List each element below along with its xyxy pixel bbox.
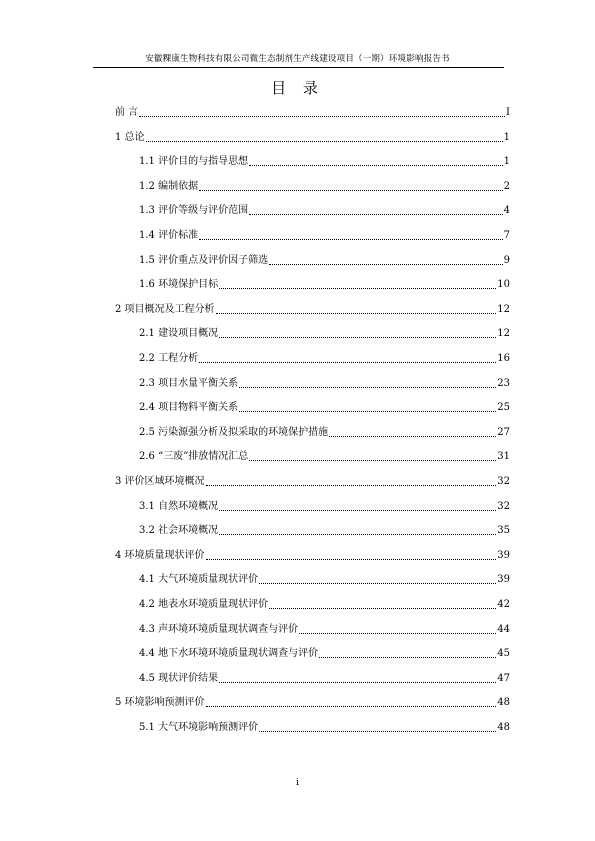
toc-entry-page: 9 — [503, 254, 510, 266]
toc-entry[interactable] — [139, 375, 510, 391]
toc-entry-label: 4.3 声环境环境质量现状调查与评价 — [139, 623, 299, 635]
toc-entry[interactable] — [115, 104, 510, 120]
toc-entry-label: 1 总论 — [115, 131, 145, 143]
toc-entry[interactable] — [139, 448, 510, 464]
toc-title: 目 录 — [271, 79, 324, 97]
toc-entry-label: 5.1 大气环境影响预测评价 — [139, 722, 259, 733]
toc-entry[interactable] — [139, 276, 510, 292]
toc-dot-leader — [219, 534, 496, 535]
toc-entry-label: 1.2 编制依据 — [139, 180, 199, 192]
toc-entry-label: 2.4 项目物料平衡关系 — [139, 402, 239, 414]
toc-entry-label: 1.3 评价等级与评价范围 — [139, 205, 249, 217]
toc-entry-label: 2.3 项目水量平衡关系 — [139, 377, 239, 389]
toc-dot-leader — [269, 264, 503, 265]
toc-dot-leader — [259, 583, 496, 584]
toc-entry-page: 47 — [497, 672, 510, 684]
toc-entry-page: 1 — [503, 131, 510, 143]
toc-entry-label: 3.1 自然环境概况 — [139, 500, 219, 512]
toc-entry-page: 39 — [497, 549, 510, 561]
toc-entry-page: 32 — [497, 476, 510, 487]
toc-entry[interactable] — [139, 670, 510, 686]
toc-entry-label: 4 环境质量现状评价 — [115, 549, 205, 561]
toc-entry-label: 2.1 建设项目概况 — [139, 328, 219, 340]
toc-entry-page: 44 — [497, 623, 510, 635]
header-divider — [93, 67, 504, 68]
toc-entry-label: 1.4 评价标准 — [139, 230, 199, 241]
toc-entry[interactable] — [139, 522, 510, 538]
toc-entry-page: 35 — [497, 525, 510, 537]
toc-entry[interactable] — [115, 301, 510, 317]
toc-entry-label: 2.5 污染源强分析及拟采取的环境保护措施 — [139, 426, 329, 438]
toc-dot-leader — [199, 362, 496, 363]
toc-entry[interactable] — [139, 498, 510, 514]
toc-entry[interactable] — [139, 153, 510, 169]
toc-entry-label: 2 项目概况及工程分析 — [115, 303, 215, 315]
toc-entry-page: 27 — [497, 426, 510, 438]
toc-dot-leader — [206, 485, 497, 486]
toc-dot-leader — [216, 313, 497, 314]
toc-entry-label: 2.2 工程分析 — [139, 353, 199, 364]
toc-entry-page: 48 — [497, 697, 510, 709]
toc-dot-leader — [239, 387, 496, 388]
toc-entry[interactable] — [139, 596, 510, 612]
toc-entry-label: 前 言 — [115, 107, 139, 118]
toc-entry-page: 12 — [497, 303, 510, 315]
toc-entry-page: 45 — [497, 648, 510, 660]
toc-entry-page: 48 — [497, 722, 510, 733]
toc-dot-leader — [249, 165, 503, 166]
toc-entry-page: 39 — [497, 574, 510, 586]
toc-entry[interactable] — [139, 252, 510, 268]
toc-entry-page: 42 — [497, 599, 510, 610]
toc-entry[interactable] — [139, 571, 510, 587]
toc-entry-page: 7 — [503, 230, 510, 241]
toc-entry-label: 3 评价区域环境概况 — [115, 476, 205, 487]
toc-entry-label: 4.1 大气环境质量现状评价 — [139, 574, 259, 586]
toc-entry[interactable] — [139, 645, 510, 661]
toc-dot-leader — [239, 411, 496, 412]
toc-entry-page: 1 — [503, 156, 510, 168]
toc-entry-page: 16 — [497, 353, 510, 364]
toc-dot-leader — [139, 116, 505, 117]
toc-entry[interactable] — [139, 399, 510, 415]
toc-dot-leader — [259, 731, 496, 732]
toc-dot-leader — [206, 706, 497, 707]
toc-entry-label: 3.2 社会环境概况 — [139, 525, 219, 537]
toc-dot-leader — [199, 239, 503, 240]
toc-dot-leader — [219, 288, 496, 289]
toc-entry-label: 4.5 现状评价结果 — [139, 672, 219, 684]
toc-entry-label: 4.4 地下水环境环境质量现状调查与评价 — [139, 648, 319, 660]
toc-dot-leader — [219, 337, 496, 338]
toc-entry[interactable] — [115, 547, 510, 563]
toc-dot-leader — [299, 633, 496, 634]
toc-entry[interactable] — [139, 202, 510, 218]
toc-entry-label: 1.5 评价重点及评价因子筛选 — [139, 254, 269, 266]
toc-dot-leader — [249, 460, 496, 461]
toc-dot-leader — [199, 190, 503, 191]
page-number: i — [296, 778, 299, 788]
toc-entry[interactable] — [139, 178, 510, 194]
toc-entry-page: 25 — [497, 402, 510, 414]
toc-entry[interactable] — [115, 129, 510, 145]
toc-entry[interactable] — [139, 719, 510, 735]
toc-entry-label: 1.1 评价目的与指导思想 — [139, 156, 249, 168]
toc-entry-label: 2.6 “三废”排放情况汇总 — [139, 451, 249, 463]
toc-entry[interactable] — [139, 424, 510, 440]
toc-entry[interactable] — [139, 227, 510, 243]
toc-entry[interactable] — [139, 350, 510, 366]
toc-entry-label: 1.6 环境保护目标 — [139, 279, 219, 291]
toc-dot-leader — [146, 141, 503, 142]
toc-entry-page: 23 — [497, 377, 510, 389]
toc-dot-leader — [219, 682, 496, 683]
toc-entry-page: 2 — [503, 180, 510, 192]
toc-entry-page: I — [506, 107, 510, 118]
toc-entry[interactable] — [139, 325, 510, 341]
toc-entry-page: 4 — [503, 205, 510, 217]
toc-entry-page: 32 — [497, 500, 510, 512]
toc-entry-page: 12 — [497, 328, 510, 340]
toc-entry[interactable] — [139, 621, 510, 637]
toc-entry[interactable] — [115, 694, 510, 710]
toc-entry-label: 5 环境影响预测评价 — [115, 697, 205, 709]
toc-dot-leader — [219, 510, 496, 511]
toc-dot-leader — [249, 214, 503, 215]
toc-dot-leader — [329, 436, 496, 437]
toc-dot-leader — [206, 559, 497, 560]
running-header: 安徽粿康生物科技有限公司微生态制剂生产线建设项目（一期）环境影响报告书 — [145, 54, 450, 64]
toc-dot-leader — [269, 608, 496, 609]
toc-entry-page: 31 — [497, 451, 510, 463]
toc-dot-leader — [319, 657, 496, 658]
toc-entry-label: 4.2 地表水环境质量现状评价 — [139, 599, 269, 610]
toc-entry[interactable] — [115, 473, 510, 489]
toc-entry-page: 10 — [497, 279, 510, 291]
